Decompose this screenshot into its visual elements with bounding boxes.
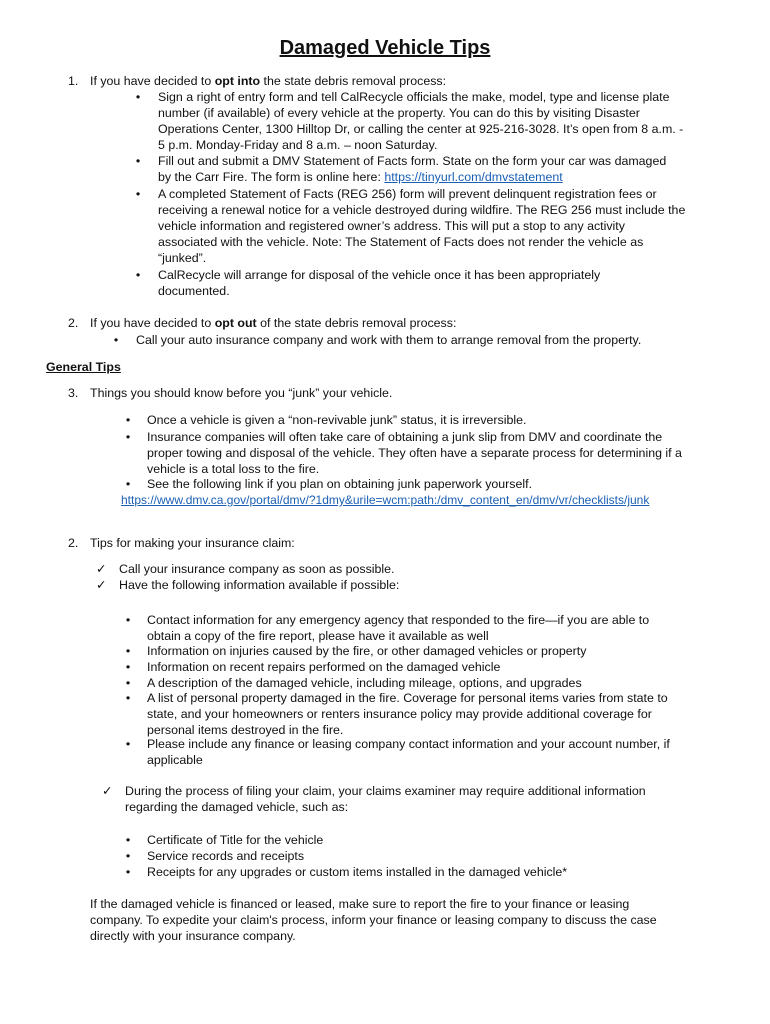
claim-info-item: A description of the damaged vehicle, including mileage, options, and upgrades [147,676,582,690]
bullet: • [125,676,131,690]
document-item: Service records and receipts [147,849,305,863]
claim-check-item: Call your insurance company as soon as possible. [119,562,395,576]
section-1-item: CalRecycle will arrange for disposal of the vehicle once it has been appropriately documented. [158,268,601,298]
claim-info-item: Contact information for any emergency agency that responded to the fire—if you are able to obtain a copy of the fire report, please have it available as well [147,613,650,643]
section-4-heading: Tips for making your insurance claim: [90,536,295,550]
bullet: • [135,268,141,282]
general-tips-heading: General Tips [46,360,121,374]
claim-info-item: A list of personal property damaged in the fire. Coverage for personal items varies from state to state, and your homeowners or renters insurance policy may provide additional coverage for personal items destroyed in the fire. [147,691,668,737]
claim-info-item: Information on injuries caused by the fire, or other damaged vehicles or property [147,644,587,658]
section-3-item: Insurance companies will often take care of obtaining a junk slip from DMV and coordinate the proper towing and disposal of the vehicle. They often have a separate process for determining if a vehicle is a total loss to the fire. [147,430,682,476]
section-number: 2. [68,316,79,330]
section-1-heading: If you have decided to opt into the state debris removal process: [90,74,447,88]
check-icon: ✓ [96,562,107,576]
section-1-item: Sign a right of entry form and tell CalRecycle officials the make, model, type and license plate number (if available) of every vehicle at the property. You can do this by visiting Disaster Operations Center, 1300 Hilltop Dr, or calling the center at 925-216-3028. It’s open from 8 a.m. - 5 p.m. Monday-Friday and 8 a.m. – noon Saturday. [158,90,684,152]
section-number: 1. [68,74,79,88]
bullet: • [125,613,131,627]
bullet: • [125,833,131,847]
bullet: • [135,90,141,104]
section-1-item: A completed Statement of Facts (REG 256) form will prevent delinquent registration fees or receiving a renewal notice for a vehicle destroyed during wildfire. The REG 256 must include the vehicle information and registered owner’s address. This will put a stop to any activity associated with the vehicle. Note: The Statement of Facts does not render the vehicle as “junked”. [158,187,686,265]
bullet: • [125,644,131,658]
claim-info-item: Information on recent repairs performed on the damaged vehicle [147,660,501,674]
bullet: • [125,413,131,427]
bullet: • [125,849,131,863]
bullet: • [125,660,131,674]
section-number: 3. [68,386,79,400]
dmv-statement-link[interactable]: https://tinyurl.com/dmvstatement [384,170,563,184]
section-3-heading: Things you should know before you “junk” your vehicle. [90,386,393,400]
bullet: • [125,477,131,491]
section-2-item: Call your auto insurance company and work with them to arrange removal from the property. [136,333,642,347]
bullet: • [125,430,131,444]
section-2-heading: If you have decided to opt out of the state debris removal process: [90,316,457,330]
section-3-item: Once a vehicle is given a “non-revivable junk” status, it is irreversible. [147,413,527,427]
document-item: Certificate of Title for the vehicle [147,833,324,847]
bullet: • [125,737,131,751]
dmv-junk-checklist-link[interactable]: https://www.dmv.ca.gov/portal/dmv/?1dmy&urile=wcm:path:/dmv_content_en/dmv/vr/checklists/junk [121,493,650,507]
section-1-item: Fill out and submit a DMV Statement of Facts form. State on the form your car was damaged by the Carr Fire. The form is online here: https://tinyurl.com/dmvstatement [158,154,667,184]
bullet: • [113,333,119,347]
page-title: Damaged Vehicle Tips [279,37,491,59]
check-icon: ✓ [102,784,113,798]
bullet: • [125,865,131,879]
section-3-item: See the following link if you plan on obtaining junk paperwork yourself. [147,477,533,491]
bullet: • [135,154,141,168]
claim-check-item: Have the following information available if possible: [119,578,400,592]
document-item: Receipts for any upgrades or custom items installed in the damaged vehicle* [147,865,568,879]
section-number: 2. [68,536,79,550]
bullet: • [135,187,141,201]
check-icon: ✓ [96,578,107,592]
closing-paragraph: If the damaged vehicle is financed or leased, make sure to report the fire to your finance or leasing company. To expedite your claim's process, inform your finance or leasing company to discuss the case directly with your insurance company. [90,897,657,943]
claim-info-item: Please include any finance or leasing company contact information and your account number, if applicable [147,737,670,767]
claim-check-item: During the process of filing your claim, your claims examiner may require additional information regarding the damaged vehicle, such as: [125,784,646,814]
bullet: • [125,691,131,705]
